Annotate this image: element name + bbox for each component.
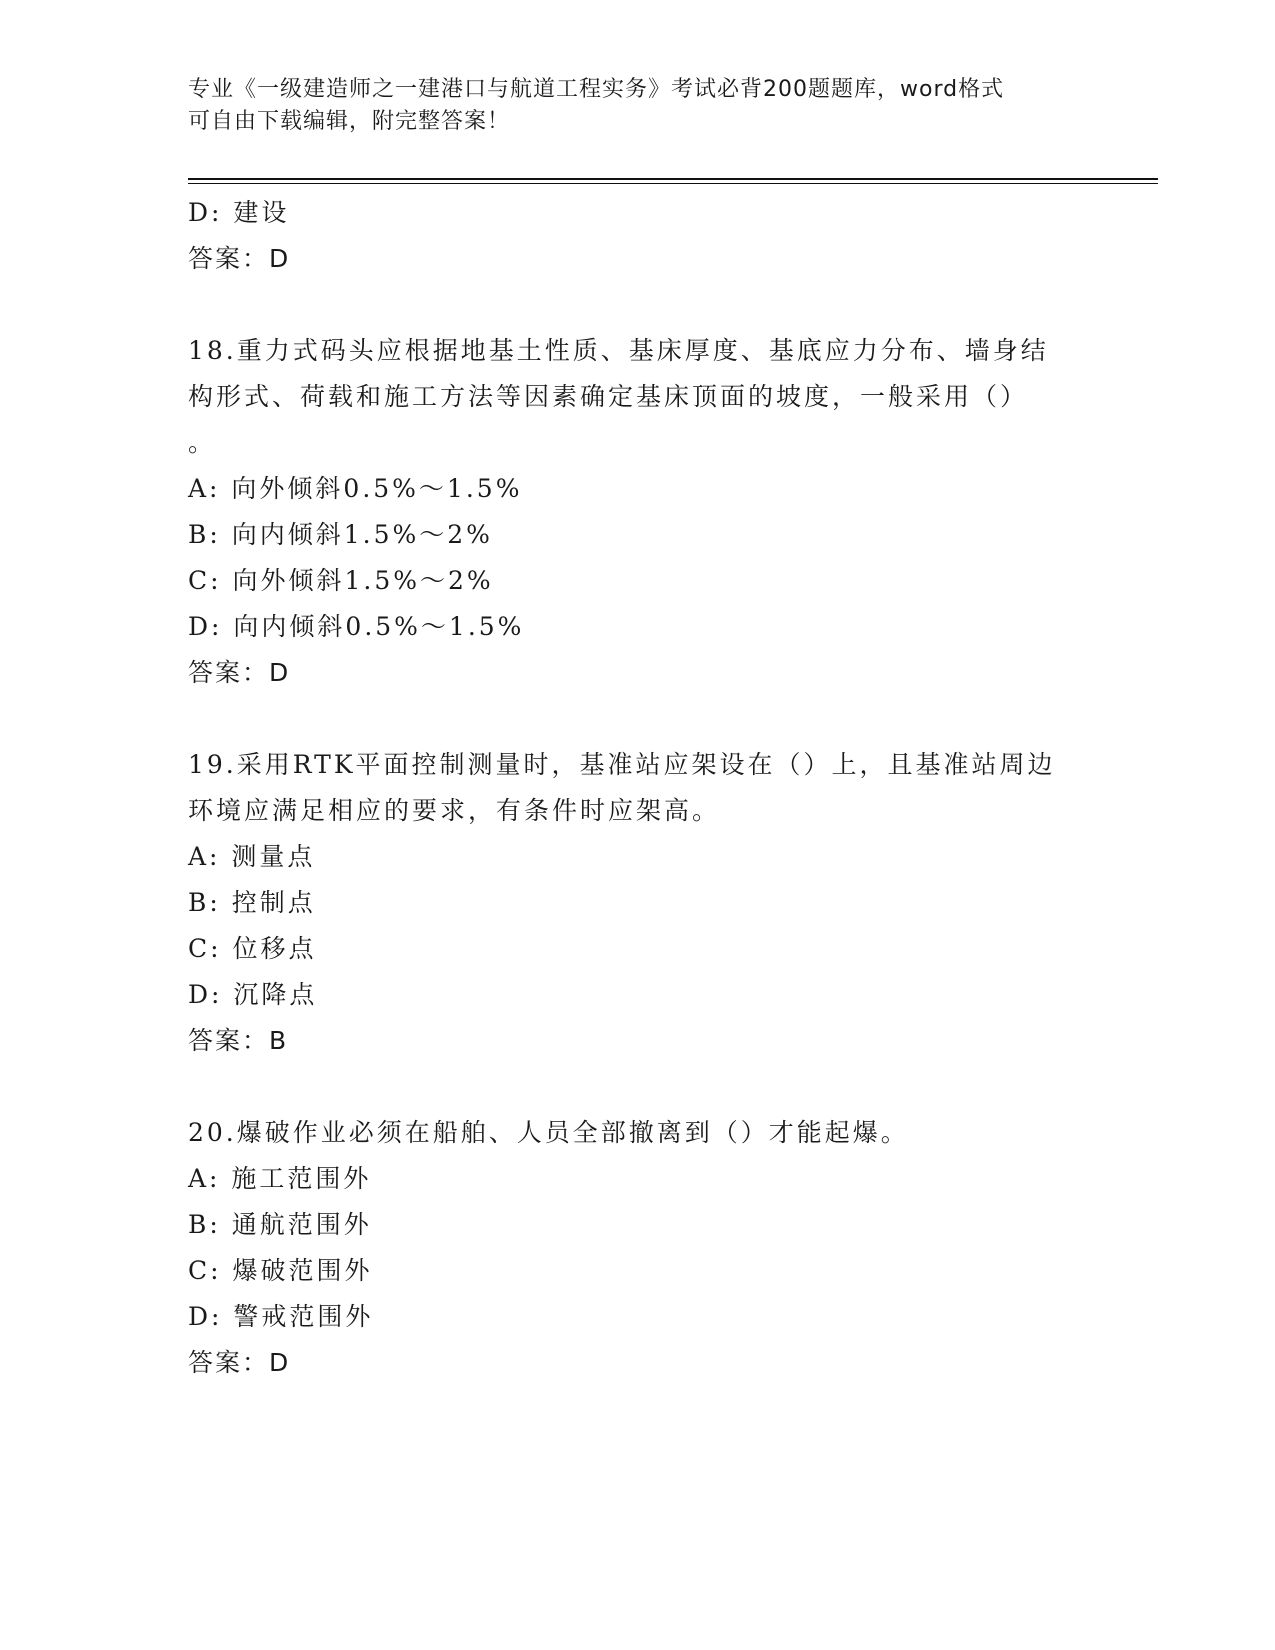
option-b: B: 通航范围外 <box>188 1210 372 1239</box>
header-divider <box>188 178 1158 180</box>
option-a: A: 施工范围外 <box>188 1164 372 1193</box>
option-d: D: 建设 <box>188 198 290 227</box>
option-a: A: 向外倾斜0.5%～1.5% <box>188 474 523 503</box>
answer: 答案：D <box>188 658 291 687</box>
question-text-line: 20.爆破作业必须在船舶、人员全部撤离到（）才能起爆。 <box>188 1118 909 1147</box>
option-d: D: 沉降点 <box>188 980 318 1009</box>
answer: 答案：D <box>188 244 291 273</box>
question-text-line: 。 <box>188 428 217 457</box>
question-20 <box>188 1110 1088 1386</box>
question-text-line: 18.重力式码头应根据地基土性质、基床厚度、基底应力分布、墙身结 <box>188 336 1049 365</box>
option-a: A: 测量点 <box>188 842 316 871</box>
option-c: C: 向外倾斜1.5%～2% <box>188 566 494 595</box>
question-list <box>188 190 1088 1386</box>
header-title-line-2: 可自由下载编辑，附完整答案！ <box>188 109 511 134</box>
option-c: C: 位移点 <box>188 934 317 963</box>
header-divider-thin <box>188 183 1158 184</box>
question-text-line: 环境应满足相应的要求，有条件时应架高。 <box>188 796 721 825</box>
question-17-tail <box>188 190 1088 282</box>
question-text-line: 19.采用RTK平面控制测量时，基准站应架设在（）上，且基准站周边 <box>188 750 1056 779</box>
question-text-line: 构形式、荷载和施工方法等因素确定基床顶面的坡度，一般采用（） <box>188 382 1029 411</box>
option-b: B: 控制点 <box>188 888 316 917</box>
header-title-line-1: 专业《一级建造师之一建港口与航道工程实务》考试必背200题题库，word格式 <box>188 77 1005 102</box>
page-header <box>188 74 1088 138</box>
answer: 答案：B <box>188 1026 289 1055</box>
option-d: D: 警戒范围外 <box>188 1302 374 1331</box>
question-18 <box>188 328 1088 696</box>
option-b: B: 向内倾斜1.5%～2% <box>188 520 493 549</box>
option-c: C: 爆破范围外 <box>188 1256 373 1285</box>
option-d: D: 向内倾斜0.5%～1.5% <box>188 612 525 641</box>
answer: 答案：D <box>188 1348 291 1377</box>
question-19 <box>188 742 1088 1064</box>
